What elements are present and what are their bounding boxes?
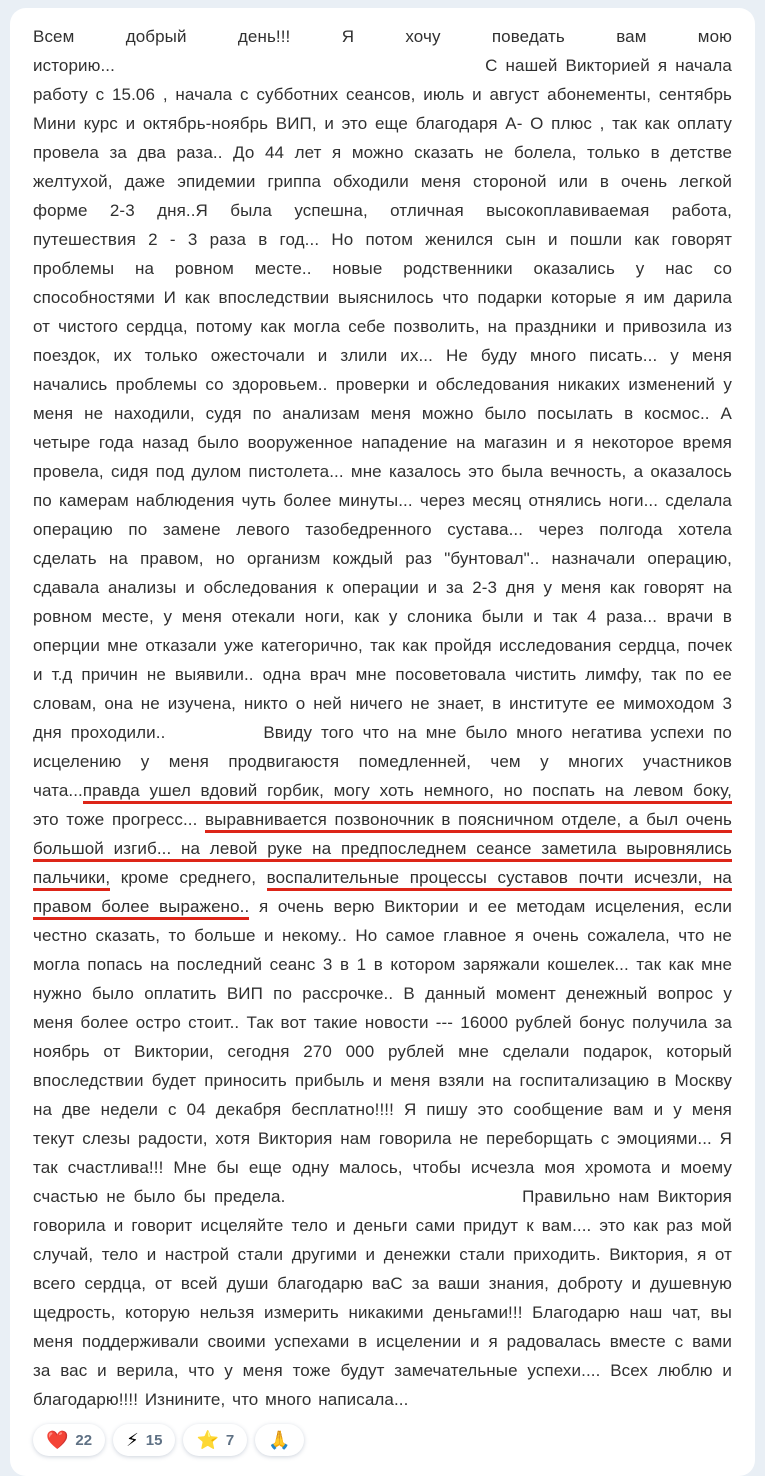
message-text-segment: это тоже прогресс... bbox=[33, 810, 206, 829]
lightning-reaction[interactable] bbox=[113, 1424, 175, 1456]
message-text bbox=[33, 22, 732, 1414]
heart-reaction-icon: ❤️ bbox=[46, 1430, 69, 1450]
message-text-segment: кроме среднего, bbox=[110, 868, 267, 887]
pray-reaction-icon: 🙏 bbox=[268, 1430, 291, 1450]
red-underlined-phrase: правда ушел вдовий горбик, могу хоть немного, но поспать на левом боку, bbox=[83, 781, 732, 804]
heart-reaction[interactable] bbox=[33, 1424, 105, 1456]
lightning-reaction-icon: ⚡ bbox=[126, 1430, 139, 1450]
red-underlined-phrase: воспалительные процессы суставов почти исчезли, на правом более выражено.. bbox=[33, 868, 732, 920]
star-reaction-icon: ⭐ bbox=[196, 1430, 219, 1450]
star-reaction-count: 7 bbox=[225, 1431, 235, 1449]
message-text-segment: я очень верю Виктории и ее методам исцеления, если честно сказать, то больше и некому.. Но самое главное я очень сожалела, что не могла попась на последний сеанс 3 в 1 в котором заряжали кошелек... так как мне нужно было оплатить ВИП по рассрочке.. В данный момент денежный вопрос у меня более остро стоит.. Так вот такие новости --- 16000 рублей бонус получила за ноябрь от Виктории, сегодня 270 000 рублей мне сделали подарок, который впоследствии будет приносить прибыль и меня взяли на госпитализацию в Москву на две недели с 04 декабря бесплатно!!!! Я пишу это сообщение вам и у меня текут слезы радости, хотя Виктория нам говорила не переборщать с эмоциями... Я так счастлива!!! Мне бы еще одну малось, чтобы исчезла моя хромота и моему счастью не было бы предела. Правильно нам Виктория говорила и говорит исцеляйте тело и деньги сами придут к вам.... это как раз мой случай, тело и настрой стали другими и денежки стали приходить. Виктория, я от всего сердца, от всей души благодарю ваС за ваши знания, доброту и душевную щедрость, которую нельзя измерить никакими деньгами!!! Благодарю наш чат, вы меня поддерживали своими успехами в исцелении и я радовалась вместе с вами за вас и верила, что у меня тоже будут замечательные успехи.... Всех люблю и благодарю!!!! Изнините, что много написала... bbox=[33, 897, 733, 1409]
heart-reaction-count: 22 bbox=[75, 1431, 93, 1449]
message-text-segment: Всем добрый день!!! Я хочу поведать вам мою историю... С нашей Викторией я начала работу с 15.06 , начала с субботних сеансов, июль и август абонементы, сентябрь Мини курс и октябрь-ноябрь ВИП, и это еще благодаря А- О плюс , так как оплату провела за два раза.. До 44 лет я можно сказать не болела, только в детстве желтухой, даже эпидемии гриппа обходили меня стороной или в очень легкой форме 2-3 дня..Я была успешна, отличная высокоплавиваемая работа, путешествия 2 - 3 раза в год... Но потом женился сын и пошли как говорят проблемы на ровном месте.. новые родственники оказались у нас со способностями И как впоследствии выяснилось что подарки которые я им дарила от чистого сердца, потому как могла себе позволить, на праздники и привозила из поездок, их только ожесточали и злили их... Не буду много писать... у меня начались проблемы со здоровьем.. проверки и обследования никаких изменений у меня не находили, судя по анализам меня можно было посылать в космос.. А четыре года назад было вооруженное нападение на магазин и я некоторое время провела, сидя под дулом пистолета... мне казалось это была вечность, а оказалось по камерам наблюдения чуть более минуты... через месяц отнялись ноги... сделала операцию по замене левого тазобедренного сустава... через полгода хотела сделать на правом, но организм кождый раз "бунтовал".. назначали операцию, сдавала анализы и обследования к операции и за 2-3 дня у меня как говорят на ровном месте, у меня отекали ноги, как у слоника были и так 4 раза... врачи в оперции мне отказали уже категорично, так как пройдя исследования сердца, почек и т.д причин не выявили.. одна врач мне посоветовала чистить лимфу, так по ее словам, она не изучена, никто о ней ничего не знает, в институте ее мимоходом 3 дня проходили.. Ввиду того что на мне было много негатива успехи по исцелению у меня продвигаюстя помедленней, чем у многих участников чата... bbox=[33, 27, 732, 800]
star-reaction[interactable] bbox=[183, 1424, 247, 1456]
reactions-row bbox=[33, 1424, 732, 1456]
message-bubble bbox=[10, 8, 755, 1476]
pray-reaction[interactable] bbox=[255, 1424, 303, 1456]
lightning-reaction-count: 15 bbox=[145, 1431, 163, 1449]
red-underlined-phrase: выравнивается позвоночник в поясничном отделе, а был очень большой изгиб... на левой руке на предпоследнем сеансе заметила выровнялись пальчики, bbox=[33, 810, 732, 891]
